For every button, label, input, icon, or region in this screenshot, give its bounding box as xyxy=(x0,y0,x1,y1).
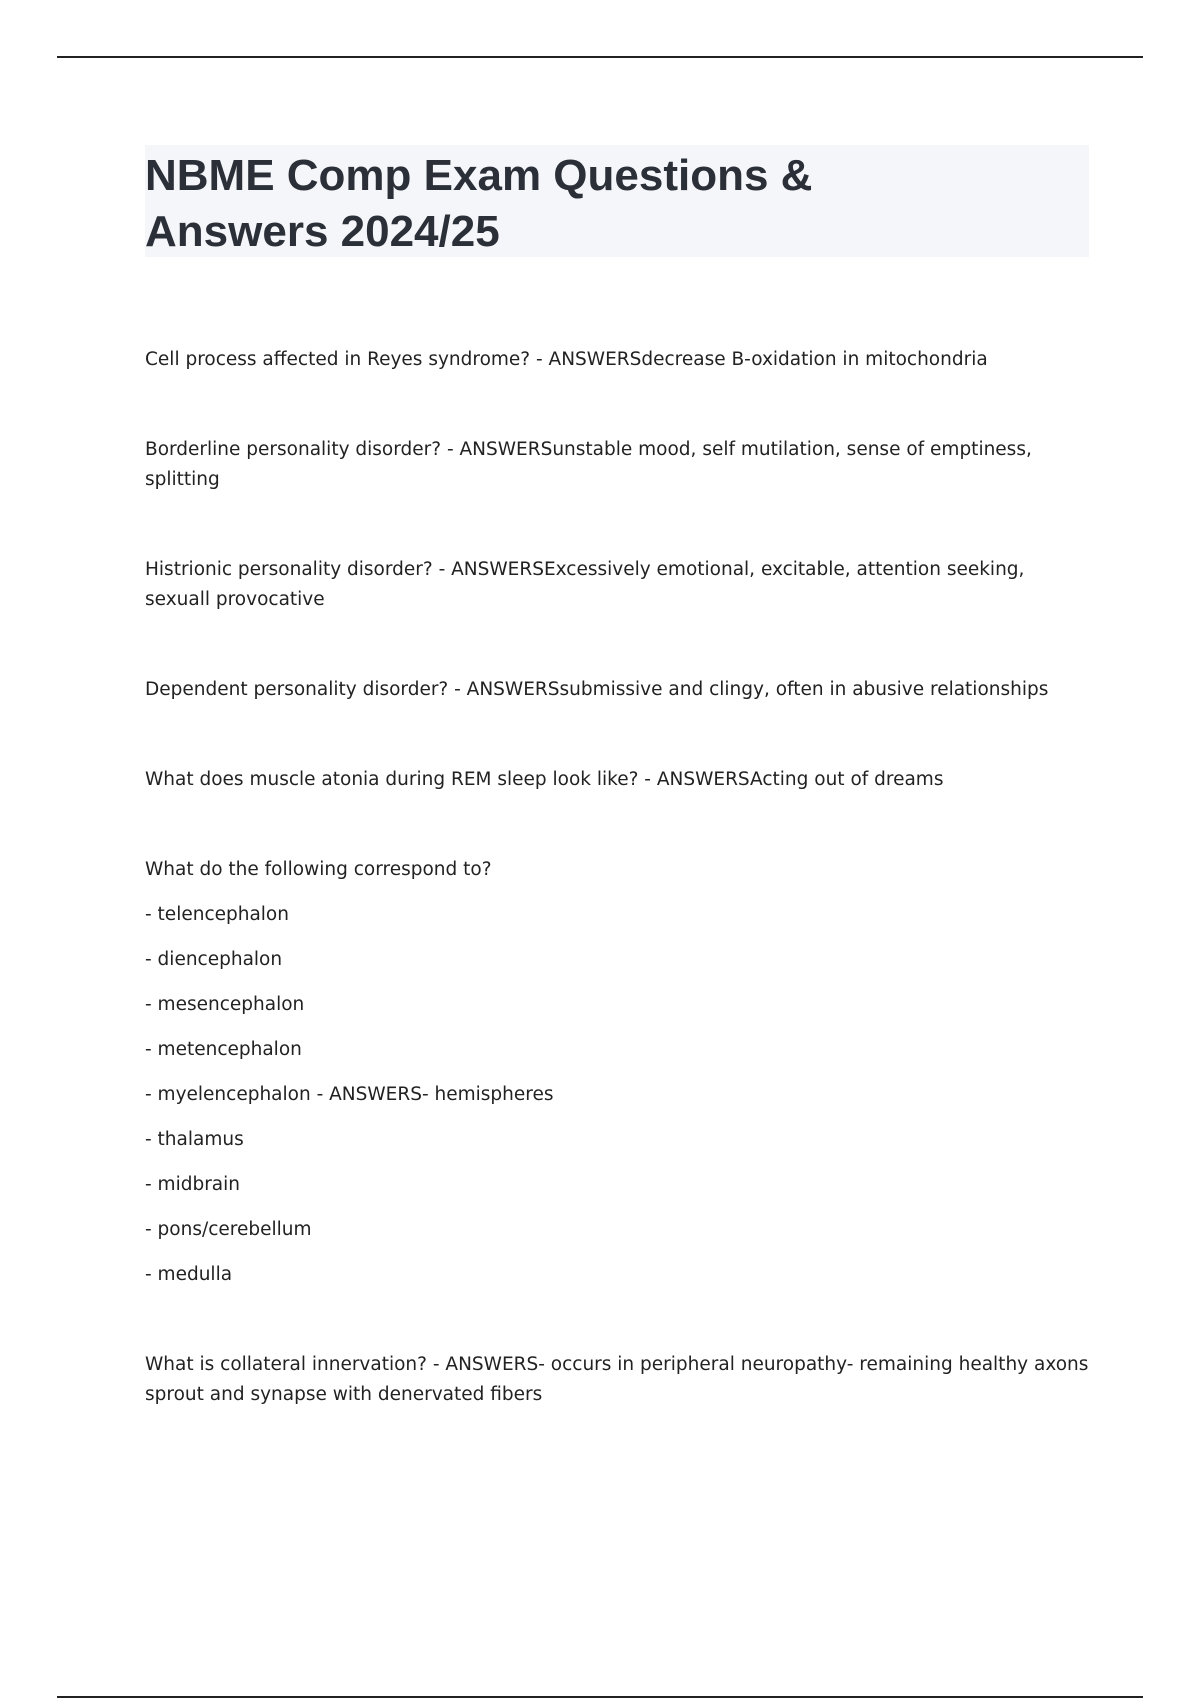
qa-line: What do the following correspond to? xyxy=(145,859,492,880)
qa-item xyxy=(145,1350,1095,1410)
qa-text: Histrionic personality disorder? - ANSWERSExcessively emotional, excitable, attention seeking, sexuall provocative xyxy=(145,559,1025,610)
qa-line: - myelencephalon - ANSWERS- hemispheres xyxy=(145,1084,554,1105)
qa-line: - metencephalon xyxy=(145,1039,302,1060)
qa-line: - telencephalon xyxy=(145,904,289,925)
qa-line: - midbrain xyxy=(145,1174,241,1195)
qa-item xyxy=(145,345,1095,375)
bottom-rule xyxy=(57,1696,1143,1698)
top-rule xyxy=(57,56,1143,58)
qa-line: - diencephalon xyxy=(145,949,283,970)
qa-item xyxy=(145,765,1095,795)
qa-line: - pons/cerebellum xyxy=(145,1219,312,1240)
qa-item xyxy=(145,555,1095,615)
qa-text: Dependent personality disorder? - ANSWERSsubmissive and clingy, often in abusive relationships xyxy=(145,679,1049,700)
title-line-2: Answers 2024/25 xyxy=(145,207,500,256)
qa-list xyxy=(145,345,1095,1470)
qa-text: What is collateral innervation? - ANSWERS- occurs in peripheral neuropathy- remaining healthy axons sprout and synapse with denervated fibers xyxy=(145,1354,1089,1405)
qa-item xyxy=(145,675,1095,705)
qa-text: Cell process affected in Reyes syndrome? - ANSWERSdecrease B-oxidation in mitochondria xyxy=(145,349,988,370)
qa-item-brain-regions xyxy=(145,855,1095,1290)
qa-line: - thalamus xyxy=(145,1129,244,1150)
qa-line: - mesencephalon xyxy=(145,994,305,1015)
qa-text: Borderline personality disorder? - ANSWERSunstable mood, self mutilation, sense of emptiness, splitting xyxy=(145,439,1032,490)
title-line-1: NBME Comp Exam Questions & xyxy=(145,151,813,200)
qa-text: What does muscle atonia during REM sleep look like? - ANSWERSActing out of dreams xyxy=(145,769,944,790)
qa-line: - medulla xyxy=(145,1264,233,1285)
document-title xyxy=(145,148,1045,260)
qa-item xyxy=(145,435,1095,495)
